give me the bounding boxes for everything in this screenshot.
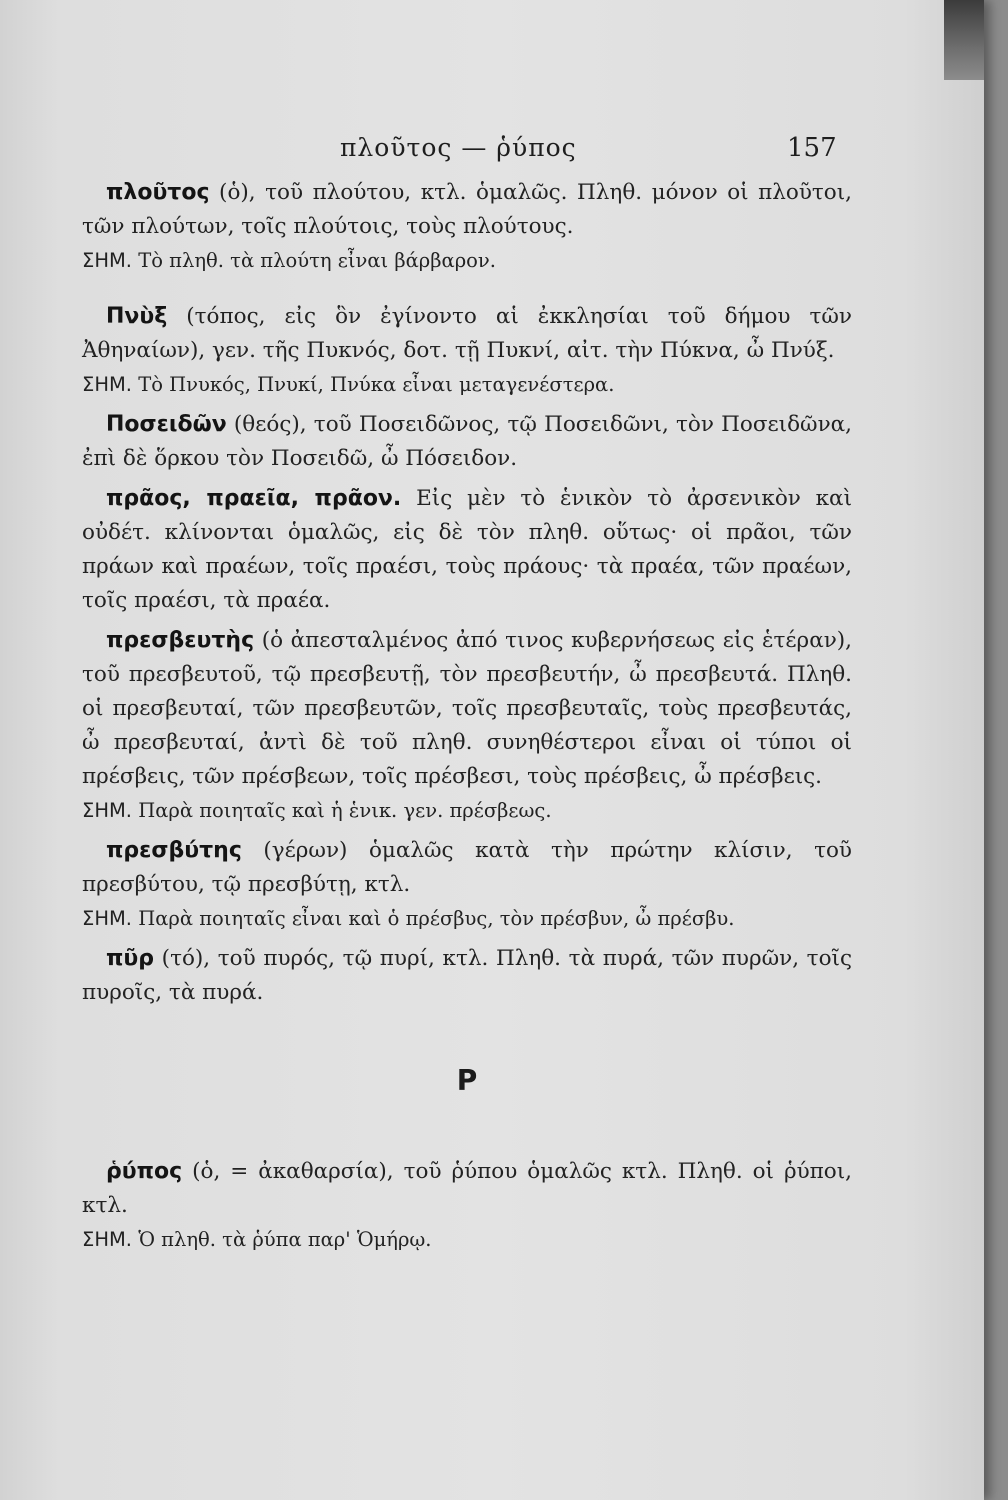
lemma: πρᾶος, πραεῖα, πρᾶον. [106, 486, 402, 511]
note-text: Τὸ Πνυκός, Πνυκί, Πνύκα εἶναι μεταγενέστερα. [132, 373, 615, 396]
entry-text: Εἰς μὲν τὸ ἑνικὸν τὸ ἀρσενικὸν καὶ οὐδέτ. κλίνονται ὁμαλῶς, εἰς δὲ τὸν πληθ. οὕτως· οἱ πρᾶοι, τῶν πράων καὶ πραέων, τοῖς πραέσι, τοὺς πράους· τὰ πραέα, τῶν πραέων, τοῖς πραέσι, τὰ πραέα. [82, 486, 853, 613]
lemma: πλοῦτος [106, 180, 210, 205]
note-text: Παρὰ ποιηταῖς καὶ ἡ ἑνικ. γεν. πρέσβεως. [132, 799, 552, 822]
entry-body [82, 624, 852, 794]
entry-body [82, 176, 852, 244]
entry-text: (ὁ ἀπεσταλμένος ἀπό τινος κυβερνήσεως εἰς ἑτέραν), τοῦ πρεσβευτοῦ, τῷ πρεσβευτῇ, τὸν πρεσβευτήν, ὦ πρεσβευτά. Πληθ. οἱ πρεσβευταί, τῶν πρεσβευτῶν, τοῖς πρεσβευταῖς, τοὺς πρεσβευτάς, ὦ πρεσβευταί, ἀντὶ δὲ τοῦ πληθ. συνηθέστεροι εἶναι οἱ τύποι οἱ πρέσβεις, τῶν πρέσβεων, τοῖς πρέσβεσι, τοὺς πρέσβεις, ὦ πρέσβεις. [82, 628, 852, 789]
entry-praos [82, 482, 852, 618]
lemma: πρεσβευτὴς [106, 628, 255, 653]
lemma: πρεσβύτης [106, 838, 242, 863]
note-label: ΣΗΜ. [82, 249, 133, 272]
note-label: ΣΗΜ. [82, 1228, 133, 1251]
note-text: Τὸ πληθ. τὰ πλούτη εἶναι βάρβαρον. [132, 249, 496, 272]
entry-text: (θεός), τοῦ Ποσειδῶνος, τῷ Ποσειδῶνι, τὸν Ποσειδῶνα, ἐπὶ δὲ ὅρκου τὸν Ποσειδῶ, ὦ Πόσειδον. [82, 412, 852, 471]
note [82, 902, 852, 936]
page-corner-shadow [944, 0, 984, 80]
note-label: ΣΗΜ. [82, 373, 133, 396]
entry-text: (τό), τοῦ πυρός, τῷ πυρί, κτλ. Πληθ. τὰ πυρά, τῶν πυρῶν, τοῖς πυροῖς, τὰ πυρά. [82, 946, 852, 1005]
entry-body [82, 482, 852, 618]
entry-body [82, 942, 852, 1010]
entry-body [82, 300, 852, 368]
entry-rhypos [82, 1155, 852, 1257]
entry-body [82, 834, 852, 902]
lemma: Πνὺξ [106, 304, 168, 329]
lemma: ῥύπος [106, 1159, 183, 1184]
note [82, 368, 852, 402]
note [82, 1223, 852, 1257]
entry-pyr [82, 942, 852, 1010]
note-label: ΣΗΜ. [82, 907, 133, 930]
note [82, 794, 852, 828]
entry-presbeutes [82, 624, 852, 828]
note-text: Παρὰ ποιηταῖς εἶναι καὶ ὁ πρέσβυς, τὸν πρέσβυν, ὦ πρέσβυ. [132, 907, 735, 930]
entry-text: (ὁ, = ἀκαθαρσία), τοῦ ῥύπου ὁμαλῶς κτλ. Πληθ. οἱ ῥύποι, κτλ. [82, 1159, 852, 1218]
entry-poseidon [82, 408, 852, 476]
entry-presbytes [82, 834, 852, 936]
running-head: πλοῦτος — ῥύπος [340, 133, 577, 162]
entry-ploutos [82, 176, 852, 278]
lemma: πῦρ [106, 946, 155, 971]
page-number: 157 [787, 133, 837, 163]
entry-body [82, 1155, 852, 1223]
note [82, 244, 852, 278]
entry-text: (γέρων) ὁμαλῶς κατὰ τὴν πρώτην κλίσιν, τοῦ πρεσβύτου, τῷ πρεσβύτῃ, κτλ. [82, 838, 852, 897]
note-label: ΣΗΜ. [82, 799, 133, 822]
entry-pnyx [82, 300, 852, 402]
entry-text: (τόπος, εἰς ὃν ἐγίνοντο αἱ ἐκκλησίαι τοῦ δήμου τῶν Ἀθηναίων), γεν. τῆς Πυκνός, δοτ. τῇ Πυκνί, αἰτ. τὴν Πύκνα, ὦ Πνύξ. [82, 304, 852, 363]
entry-text: (ὁ), τοῦ πλούτου, κτλ. ὁμαλῶς. Πληθ. μόνον οἱ πλοῦτοι, τῶν πλούτων, τοῖς πλούτοις, τοὺς πλούτους. [82, 180, 852, 239]
lemma: Ποσειδῶν [106, 412, 227, 437]
dictionary-text [82, 176, 852, 1263]
section-letter-rho: Ρ [456, 1064, 478, 1097]
note-text: Ὁ πληθ. τὰ ῥύπα παρ' Ὁμήρῳ. [132, 1228, 432, 1251]
entry-body [82, 408, 852, 476]
